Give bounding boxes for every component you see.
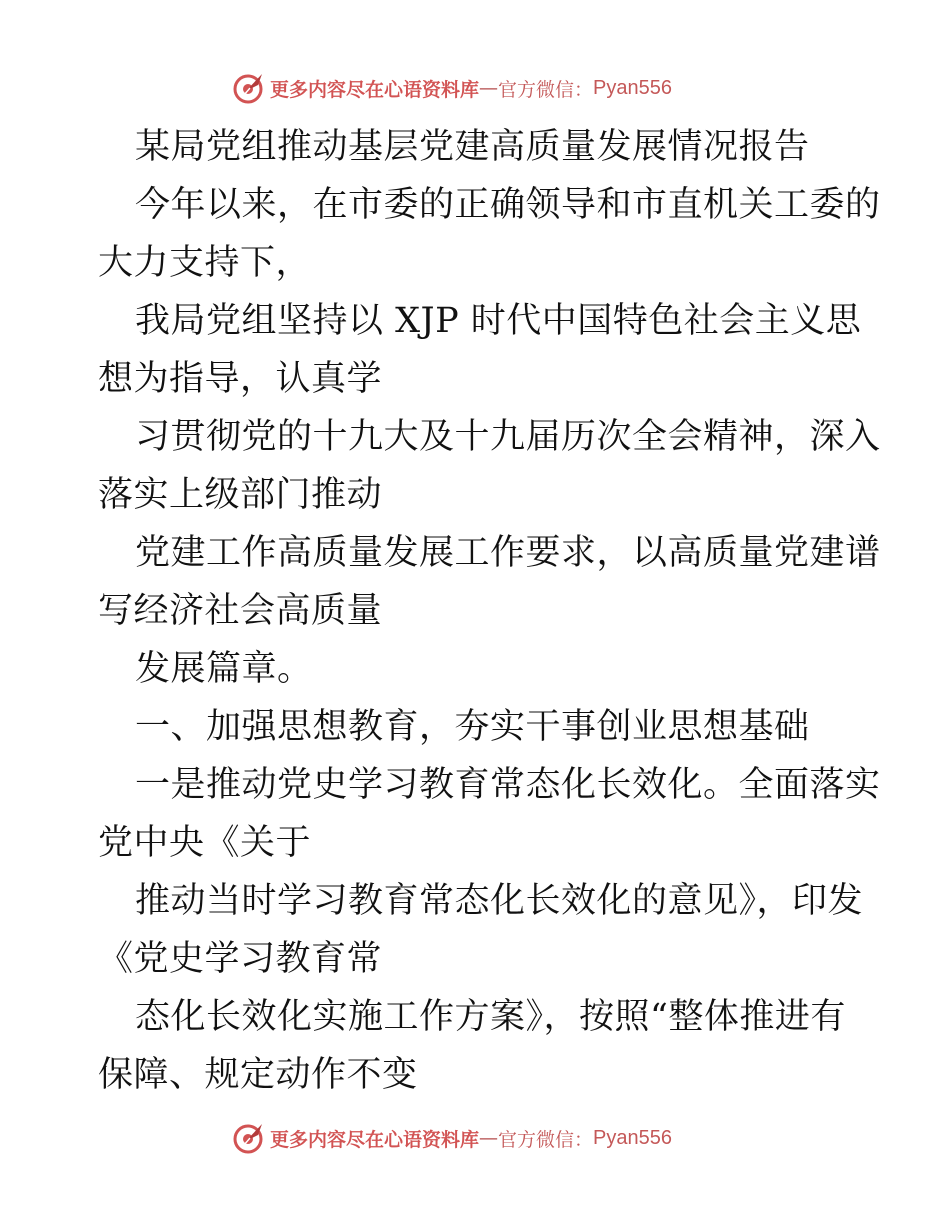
section-heading: 一、加强思想教育，夯实干事创业思想基础	[135, 707, 810, 747]
paragraph-line: 态化长效化实施工作方案》，按照“整体推进有	[135, 997, 846, 1037]
paragraph-line: 写经济社会高质量	[98, 591, 383, 631]
site-name: 更多内容尽在心语资料库	[270, 78, 480, 101]
wechat-id: Pyan556	[593, 76, 672, 99]
wechat-id: Pyan556	[593, 1126, 672, 1149]
banner-dash: —	[479, 77, 499, 99]
paragraph-line: 今年以来，在市委的正确领导和市直机关工委的	[135, 185, 881, 225]
wechat-label: 官方微信：	[498, 1128, 594, 1151]
quill-logo-icon	[232, 1121, 266, 1155]
quill-logo-icon	[232, 71, 266, 105]
paragraph-line: 推动当时学习教育常态化长效化的意见》，印发	[135, 881, 864, 921]
paragraph-line: 我局党组坚持以 XJP 时代中国特色社会主义思	[135, 301, 862, 341]
paragraph-line: 落实上级部门推动	[98, 475, 383, 515]
paragraph-line: 保障、规定动作不变	[98, 1055, 418, 1095]
document-title: 某局党组推动基层党建高质量发展情况报告	[135, 127, 810, 167]
paragraph-line: 发展篇章。	[135, 649, 313, 689]
paragraph-line: 党建工作高质量发展工作要求，以高质量党建谱	[135, 533, 881, 573]
wechat-label: 官方微信：	[498, 78, 594, 101]
paragraph-line: 一是推动党史学习教育常态化长效化。全面落实	[135, 765, 881, 805]
banner-dash: —	[479, 1127, 499, 1149]
top-watermark-banner	[232, 66, 752, 110]
paragraph-line: 想为指导，认真学	[98, 359, 383, 399]
paragraph-line: 习贯彻党的十九大及十九届历次全会精神，深入	[135, 417, 881, 457]
paragraph-line: 党中央《关于	[98, 823, 312, 863]
paragraph-line: 《党史学习教育常	[98, 939, 383, 979]
paragraph-line: 大力支持下，	[98, 243, 312, 283]
site-name: 更多内容尽在心语资料库	[270, 1128, 480, 1151]
bottom-watermark-banner	[232, 1116, 752, 1160]
